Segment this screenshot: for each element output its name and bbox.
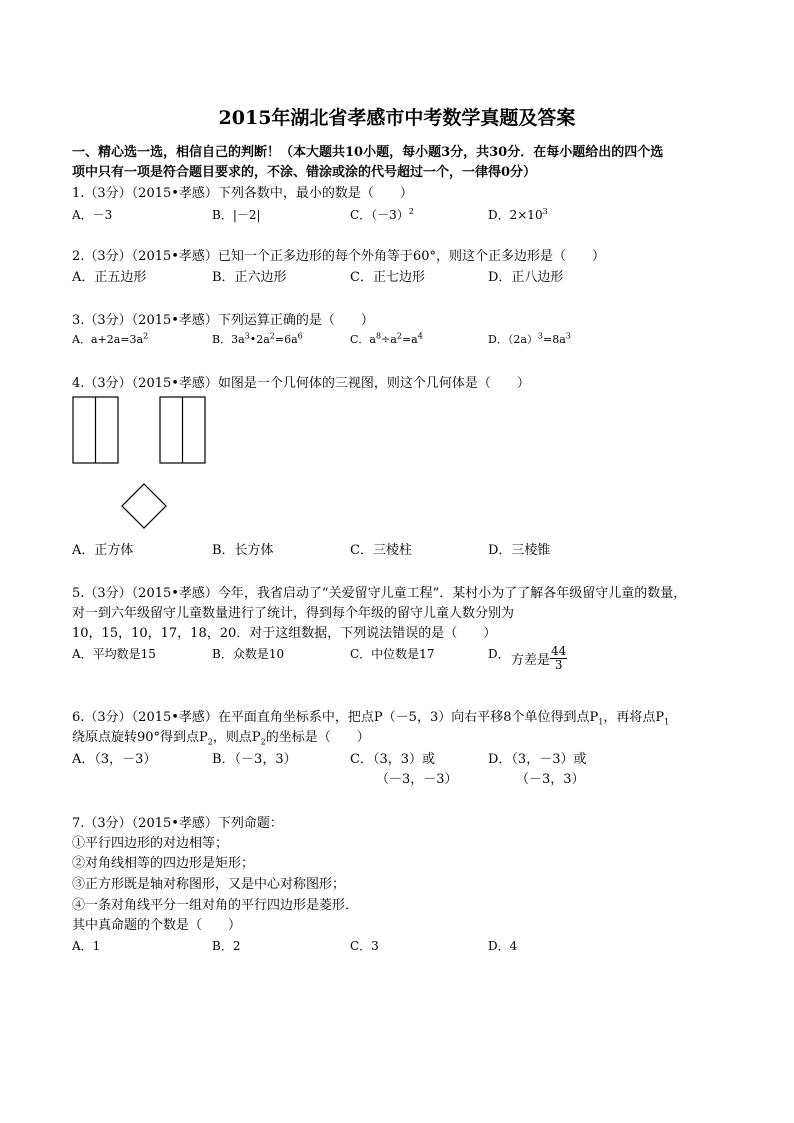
q7-ask: 其中真命题的个数是（ ） (72, 918, 242, 933)
q6-option-d-line1: D．（3，－3）或 (488, 752, 587, 767)
q7-option-d: D．4 (488, 939, 518, 953)
top-view (122, 484, 166, 528)
q6-stem-line1: 6.（3分）（2015•孝感）在平面直角坐标系中，把点P（－5，3）向右平移8个单位得到点$P_1$，再将点$P_1$ (72, 710, 670, 727)
q4-option-a: A．正方体 (72, 543, 134, 558)
q1-option-d: D．$2\times 10^3$ (488, 207, 548, 222)
q6-option-a: A．（3，－3） (72, 752, 157, 767)
q1-option-a: A．－3 (72, 208, 113, 222)
fraction: $\frac{44}{3}$ (551, 644, 567, 672)
q6-stem-line2: 绕原点旋转90°得到点$P_2$，则点$P_2$的坐标是（ ） (72, 730, 370, 747)
q6-option-b: B．（－3，3） (212, 752, 297, 767)
q5-option-b: B．众数是10 (212, 647, 285, 661)
q5-option-d-value: 方差是 $\frac{44}{3}$ (511, 644, 567, 672)
q4-stem: 4.（3分）（2015•孝感）如图是一个几何体的三视图，则这个几何体是（ ） (72, 376, 530, 391)
q2-option-d: D．正八边形 (488, 270, 564, 285)
q6-option-d-line2: （－3，3） (516, 772, 585, 787)
q6-option-c-line2: （－3，－3） (376, 772, 458, 787)
q5-option-a: A．平均数是15 (72, 647, 156, 661)
q7-stem: 7.（3分）（2015•孝感）下列命题： (72, 816, 283, 831)
front-view (73, 397, 118, 463)
q3-option-a: A．$a+2a=3a^2$ (72, 331, 149, 346)
q7-statement-1: ①平行四边形的对边相等； (72, 836, 229, 851)
q7-option-b: B．2 (212, 939, 241, 953)
q2-option-b: B．正六边形 (212, 270, 287, 285)
q1-stem: 1.（3分）（2015•孝感）下列各数中，最小的数是（ ） (72, 186, 413, 201)
q4-option-b: B．长方体 (212, 543, 274, 558)
q3-option-d: D．$(2a)^3=8a^3$ (488, 331, 571, 346)
q5-stem-line2: 对一到六年级留守儿童数量进行了统计，得到每个年级的留守儿童人数分别为 (72, 606, 515, 621)
q2-option-a: A．正五边形 (72, 270, 147, 285)
q4-option-d: D．三棱锥 (488, 543, 551, 558)
q5-stem-line3: 10，15，10，17，18，20．对于这组数据，下列说法错误的是（ ） (72, 626, 497, 641)
q3-option-b: B．$3a^3•2a^2=6a^6$ (212, 331, 303, 346)
q3-stem: 3.（3分）（2015•孝感）下列运算正确的是（ ） (72, 313, 374, 328)
side-view (160, 397, 205, 463)
q7-statement-4: ④一条对角线平分一组对角的平行四边形是菱形． (72, 898, 359, 913)
section-heading-line1: 一、精心选一选，相信自己的判断！（本大题共10小题，每小题3分，共30分．在每小题给出的四个选 (72, 145, 664, 160)
q6-option-c-line1: C．（3，3）或 (350, 752, 435, 767)
q7-option-a: A．1 (72, 939, 101, 953)
q5-stem-line1: 5.（3分）（2015•孝感）今年，我省启动了“关爱留守儿童工程”．某村小为了了解各年级留守儿童的数量， (72, 586, 687, 601)
q7-statement-2: ②对角线相等的四边形是矩形； (72, 856, 255, 871)
q3-option-c: C．$a^8\div a^2=a^4$ (350, 331, 423, 346)
q1-option-b: B．|－2| (212, 208, 261, 222)
q2-stem: 2.（3分）（2015•孝感）已知一个正多边形的每个外角等于60°，则这个正多边形是（ ） (72, 249, 605, 264)
q2-option-c: C．正七边形 (350, 270, 425, 285)
q5-option-c: C．中位数是17 (350, 647, 435, 661)
q4-option-c: C．三棱柱 (350, 543, 412, 558)
q7-statement-3: ③正方形既是轴对称图形，又是中心对称图形； (72, 877, 346, 892)
q1-option-c: C．$(-3)^2$ (350, 207, 414, 222)
section-heading-line2: 项中只有一项是符合题目要求的，不涂、错涂或涂的代号超过一个，一律得0分） (72, 165, 537, 180)
page-title: 2015年湖北省孝感市中考数学真题及答案 (218, 107, 576, 129)
q7-option-c: C．3 (350, 939, 379, 953)
q5-option-d-label: D． (488, 647, 510, 661)
